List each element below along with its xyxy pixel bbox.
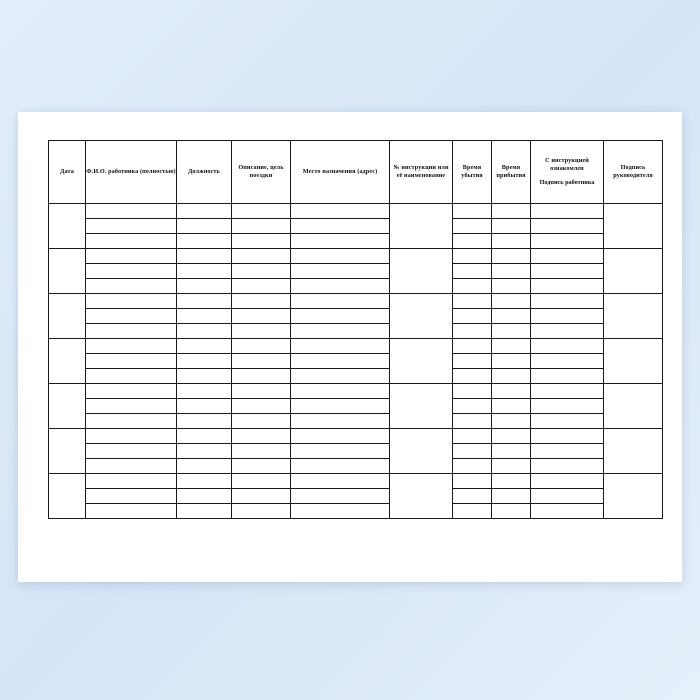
cell-destination[interactable] <box>291 459 390 474</box>
table-row <box>49 354 663 369</box>
cell-position[interactable] <box>177 354 232 369</box>
cell-purpose[interactable] <box>232 429 291 444</box>
cell-destination[interactable] <box>291 324 390 339</box>
cell-departure-time[interactable] <box>453 474 492 489</box>
cell-employee-signature[interactable] <box>531 384 604 399</box>
header-sublabel-employee-signature: Подпись работника <box>539 179 595 187</box>
cell-instruction-number[interactable] <box>390 474 453 519</box>
cell-employee-name[interactable] <box>86 339 177 354</box>
cell-departure-time[interactable] <box>453 504 492 519</box>
cell-employee-signature[interactable] <box>531 324 604 339</box>
cell-arrival-time[interactable] <box>492 369 531 384</box>
cell-position[interactable] <box>177 504 232 519</box>
cell-destination[interactable] <box>291 309 390 324</box>
header-label-arrival-time: Время прибытия <box>496 164 526 179</box>
cell-instruction-number[interactable] <box>390 429 453 474</box>
cell-position[interactable] <box>177 369 232 384</box>
cell-departure-time[interactable] <box>453 489 492 504</box>
cell-arrival-time[interactable] <box>492 384 531 399</box>
header-label-instruction-number: № инструкции или её наименование <box>393 164 449 179</box>
cell-arrival-time[interactable] <box>492 219 531 234</box>
cell-arrival-time[interactable] <box>492 489 531 504</box>
cell-employee-signature[interactable] <box>531 219 604 234</box>
cell-manager-signature[interactable] <box>604 474 663 519</box>
cell-departure-time[interactable] <box>453 354 492 369</box>
cell-purpose[interactable] <box>232 324 291 339</box>
cell-employee-signature[interactable] <box>531 294 604 309</box>
cell-departure-time[interactable] <box>453 399 492 414</box>
cell-arrival-time[interactable] <box>492 459 531 474</box>
table-row <box>49 279 663 294</box>
cell-departure-time[interactable] <box>453 384 492 399</box>
cell-destination[interactable] <box>291 504 390 519</box>
cell-purpose[interactable] <box>232 474 291 489</box>
header-label-date: Дата <box>60 168 74 176</box>
cell-manager-signature[interactable] <box>604 249 663 294</box>
cell-employee-signature[interactable] <box>531 429 604 444</box>
cell-position[interactable] <box>177 459 232 474</box>
cell-employee-name[interactable] <box>86 264 177 279</box>
cell-destination[interactable] <box>291 339 390 354</box>
cell-arrival-time[interactable] <box>492 249 531 264</box>
cell-arrival-time[interactable] <box>492 264 531 279</box>
cell-employee-name[interactable] <box>86 474 177 489</box>
table-row <box>49 489 663 504</box>
cell-purpose[interactable] <box>232 489 291 504</box>
cell-manager-signature[interactable] <box>604 384 663 429</box>
cell-employee-name[interactable] <box>86 204 177 219</box>
cell-date[interactable] <box>49 294 86 339</box>
cell-departure-time[interactable] <box>453 459 492 474</box>
cell-purpose[interactable] <box>232 399 291 414</box>
cell-purpose[interactable] <box>232 234 291 249</box>
cell-instruction-number[interactable] <box>390 249 453 294</box>
cell-arrival-time[interactable] <box>492 429 531 444</box>
header-cell-purpose <box>232 141 291 204</box>
cell-employee-signature[interactable] <box>531 399 604 414</box>
cell-destination[interactable] <box>291 354 390 369</box>
header-label-destination: Место назначения (адрес) <box>302 168 378 176</box>
journal-table <box>48 140 663 519</box>
cell-position[interactable] <box>177 294 232 309</box>
cell-position[interactable] <box>177 444 232 459</box>
cell-date[interactable] <box>49 474 86 519</box>
header-label-purpose: Описание, цель поездки <box>238 164 284 179</box>
cell-instruction-number[interactable] <box>390 384 453 429</box>
cell-position[interactable] <box>177 309 232 324</box>
cell-destination[interactable] <box>291 489 390 504</box>
cell-departure-time[interactable] <box>453 414 492 429</box>
cell-arrival-time[interactable] <box>492 474 531 489</box>
cell-employee-signature[interactable] <box>531 444 604 459</box>
cell-destination[interactable] <box>291 474 390 489</box>
cell-position[interactable] <box>177 264 232 279</box>
cell-employee-signature[interactable] <box>531 354 604 369</box>
header-label-departure-time: Время убытия <box>461 164 483 179</box>
cell-position[interactable] <box>177 204 232 219</box>
table-row <box>49 234 663 249</box>
header-cell-instruction-ack <box>531 141 604 204</box>
cell-destination[interactable] <box>291 444 390 459</box>
table-header-row <box>49 141 663 204</box>
table-row <box>49 219 663 234</box>
cell-purpose[interactable] <box>232 204 291 219</box>
cell-purpose[interactable] <box>232 279 291 294</box>
cell-arrival-time[interactable] <box>492 204 531 219</box>
cell-arrival-time[interactable] <box>492 339 531 354</box>
cell-departure-time[interactable] <box>453 219 492 234</box>
cell-position[interactable] <box>177 234 232 249</box>
cell-purpose[interactable] <box>232 339 291 354</box>
cell-departure-time[interactable] <box>453 309 492 324</box>
cell-employee-name[interactable] <box>86 429 177 444</box>
cell-position[interactable] <box>177 219 232 234</box>
cell-position[interactable] <box>177 384 232 399</box>
cell-employee-signature[interactable] <box>531 249 604 264</box>
cell-destination[interactable] <box>291 399 390 414</box>
cell-departure-time[interactable] <box>453 279 492 294</box>
table-row <box>49 294 663 309</box>
cell-arrival-time[interactable] <box>492 279 531 294</box>
document-paper <box>18 112 682 582</box>
cell-employee-name[interactable] <box>86 504 177 519</box>
header-label-instruction-ack: С инструкцией ознакомлен <box>545 156 589 172</box>
cell-purpose[interactable] <box>232 249 291 264</box>
cell-destination[interactable] <box>291 249 390 264</box>
header-cell-arrival-time <box>492 141 531 204</box>
header-cell-instruction-number <box>390 141 453 204</box>
cell-employee-name[interactable] <box>86 279 177 294</box>
cell-destination[interactable] <box>291 204 390 219</box>
cell-position[interactable] <box>177 474 232 489</box>
journal-table-wrapper <box>48 140 652 555</box>
cell-employee-signature[interactable] <box>531 414 604 429</box>
cell-employee-signature[interactable] <box>531 279 604 294</box>
cell-departure-time[interactable] <box>453 204 492 219</box>
table-row <box>49 204 663 219</box>
cell-instruction-number[interactable] <box>390 294 453 339</box>
cell-departure-time[interactable] <box>453 444 492 459</box>
table-row <box>49 309 663 324</box>
cell-destination[interactable] <box>291 384 390 399</box>
table-row <box>49 369 663 384</box>
cell-employee-name[interactable] <box>86 324 177 339</box>
cell-date[interactable] <box>49 204 86 249</box>
header-cell-manager-signature <box>604 141 663 204</box>
cell-destination[interactable] <box>291 294 390 309</box>
header-label-position: Должность <box>188 168 220 176</box>
cell-purpose[interactable] <box>232 369 291 384</box>
cell-destination[interactable] <box>291 369 390 384</box>
cell-destination[interactable] <box>291 234 390 249</box>
header-cell-destination <box>291 141 390 204</box>
cell-employee-name[interactable] <box>86 234 177 249</box>
cell-purpose[interactable] <box>232 384 291 399</box>
header-cell-departure-time <box>453 141 492 204</box>
cell-destination[interactable] <box>291 414 390 429</box>
cell-departure-time[interactable] <box>453 264 492 279</box>
cell-employee-name[interactable] <box>86 384 177 399</box>
cell-employee-name[interactable] <box>86 369 177 384</box>
table-row <box>49 264 663 279</box>
cell-arrival-time[interactable] <box>492 504 531 519</box>
cell-instruction-number[interactable] <box>390 339 453 384</box>
table-row <box>49 429 663 444</box>
cell-employee-name[interactable] <box>86 444 177 459</box>
cell-employee-signature[interactable] <box>531 264 604 279</box>
table-row <box>49 339 663 354</box>
cell-departure-time[interactable] <box>453 324 492 339</box>
cell-purpose[interactable] <box>232 504 291 519</box>
table-row <box>49 504 663 519</box>
cell-employee-name[interactable] <box>86 414 177 429</box>
cell-position[interactable] <box>177 324 232 339</box>
cell-destination[interactable] <box>291 429 390 444</box>
table-body <box>49 204 663 519</box>
cell-departure-time[interactable] <box>453 234 492 249</box>
cell-position[interactable] <box>177 489 232 504</box>
header-cell-employee-name <box>86 141 177 204</box>
cell-employee-signature[interactable] <box>531 234 604 249</box>
cell-position[interactable] <box>177 429 232 444</box>
cell-position[interactable] <box>177 339 232 354</box>
cell-date[interactable] <box>49 249 86 294</box>
cell-employee-signature[interactable] <box>531 339 604 354</box>
cell-purpose[interactable] <box>232 309 291 324</box>
cell-employee-name[interactable] <box>86 459 177 474</box>
cell-manager-signature[interactable] <box>604 294 663 339</box>
cell-arrival-time[interactable] <box>492 234 531 249</box>
cell-employee-name[interactable] <box>86 399 177 414</box>
cell-date[interactable] <box>49 384 86 429</box>
cell-position[interactable] <box>177 399 232 414</box>
cell-arrival-time[interactable] <box>492 444 531 459</box>
header-cell-date <box>49 141 86 204</box>
cell-purpose[interactable] <box>232 354 291 369</box>
cell-purpose[interactable] <box>232 414 291 429</box>
cell-departure-time[interactable] <box>453 429 492 444</box>
cell-position[interactable] <box>177 279 232 294</box>
cell-purpose[interactable] <box>232 294 291 309</box>
cell-arrival-time[interactable] <box>492 309 531 324</box>
cell-manager-signature[interactable] <box>604 339 663 384</box>
cell-employee-name[interactable] <box>86 249 177 264</box>
cell-departure-time[interactable] <box>453 249 492 264</box>
cell-purpose[interactable] <box>232 264 291 279</box>
cell-employee-name[interactable] <box>86 489 177 504</box>
cell-arrival-time[interactable] <box>492 354 531 369</box>
cell-destination[interactable] <box>291 219 390 234</box>
cell-destination[interactable] <box>291 279 390 294</box>
cell-employee-name[interactable] <box>86 309 177 324</box>
cell-manager-signature[interactable] <box>604 204 663 249</box>
cell-position[interactable] <box>177 414 232 429</box>
table-row <box>49 399 663 414</box>
header-label-manager-signature: Подпись руководителя <box>613 164 653 179</box>
cell-employee-name[interactable] <box>86 294 177 309</box>
cell-date[interactable] <box>49 339 86 384</box>
cell-arrival-time[interactable] <box>492 324 531 339</box>
cell-employee-signature[interactable] <box>531 369 604 384</box>
cell-position[interactable] <box>177 249 232 264</box>
cell-date[interactable] <box>49 429 86 474</box>
cell-employee-signature[interactable] <box>531 204 604 219</box>
cell-employee-signature[interactable] <box>531 459 604 474</box>
table-row <box>49 249 663 264</box>
cell-arrival-time[interactable] <box>492 399 531 414</box>
table-row <box>49 414 663 429</box>
table-row <box>49 384 663 399</box>
cell-employee-name[interactable] <box>86 354 177 369</box>
cell-departure-time[interactable] <box>453 339 492 354</box>
cell-arrival-time[interactable] <box>492 414 531 429</box>
cell-departure-time[interactable] <box>453 294 492 309</box>
cell-destination[interactable] <box>291 264 390 279</box>
table-row <box>49 444 663 459</box>
cell-purpose[interactable] <box>232 219 291 234</box>
cell-employee-signature[interactable] <box>531 504 604 519</box>
cell-instruction-number[interactable] <box>390 204 453 249</box>
table-header <box>49 141 663 204</box>
cell-arrival-time[interactable] <box>492 294 531 309</box>
table-row <box>49 324 663 339</box>
header-cell-position <box>177 141 232 204</box>
cell-manager-signature[interactable] <box>604 429 663 474</box>
header-label-employee-name: Ф.И.О. работника (полностью) <box>86 168 176 176</box>
cell-departure-time[interactable] <box>453 369 492 384</box>
cell-employee-signature[interactable] <box>531 489 604 504</box>
table-row <box>49 474 663 489</box>
table-row <box>49 459 663 474</box>
cell-purpose[interactable] <box>232 444 291 459</box>
cell-employee-signature[interactable] <box>531 474 604 489</box>
cell-employee-name[interactable] <box>86 219 177 234</box>
cell-purpose[interactable] <box>232 459 291 474</box>
cell-employee-signature[interactable] <box>531 309 604 324</box>
